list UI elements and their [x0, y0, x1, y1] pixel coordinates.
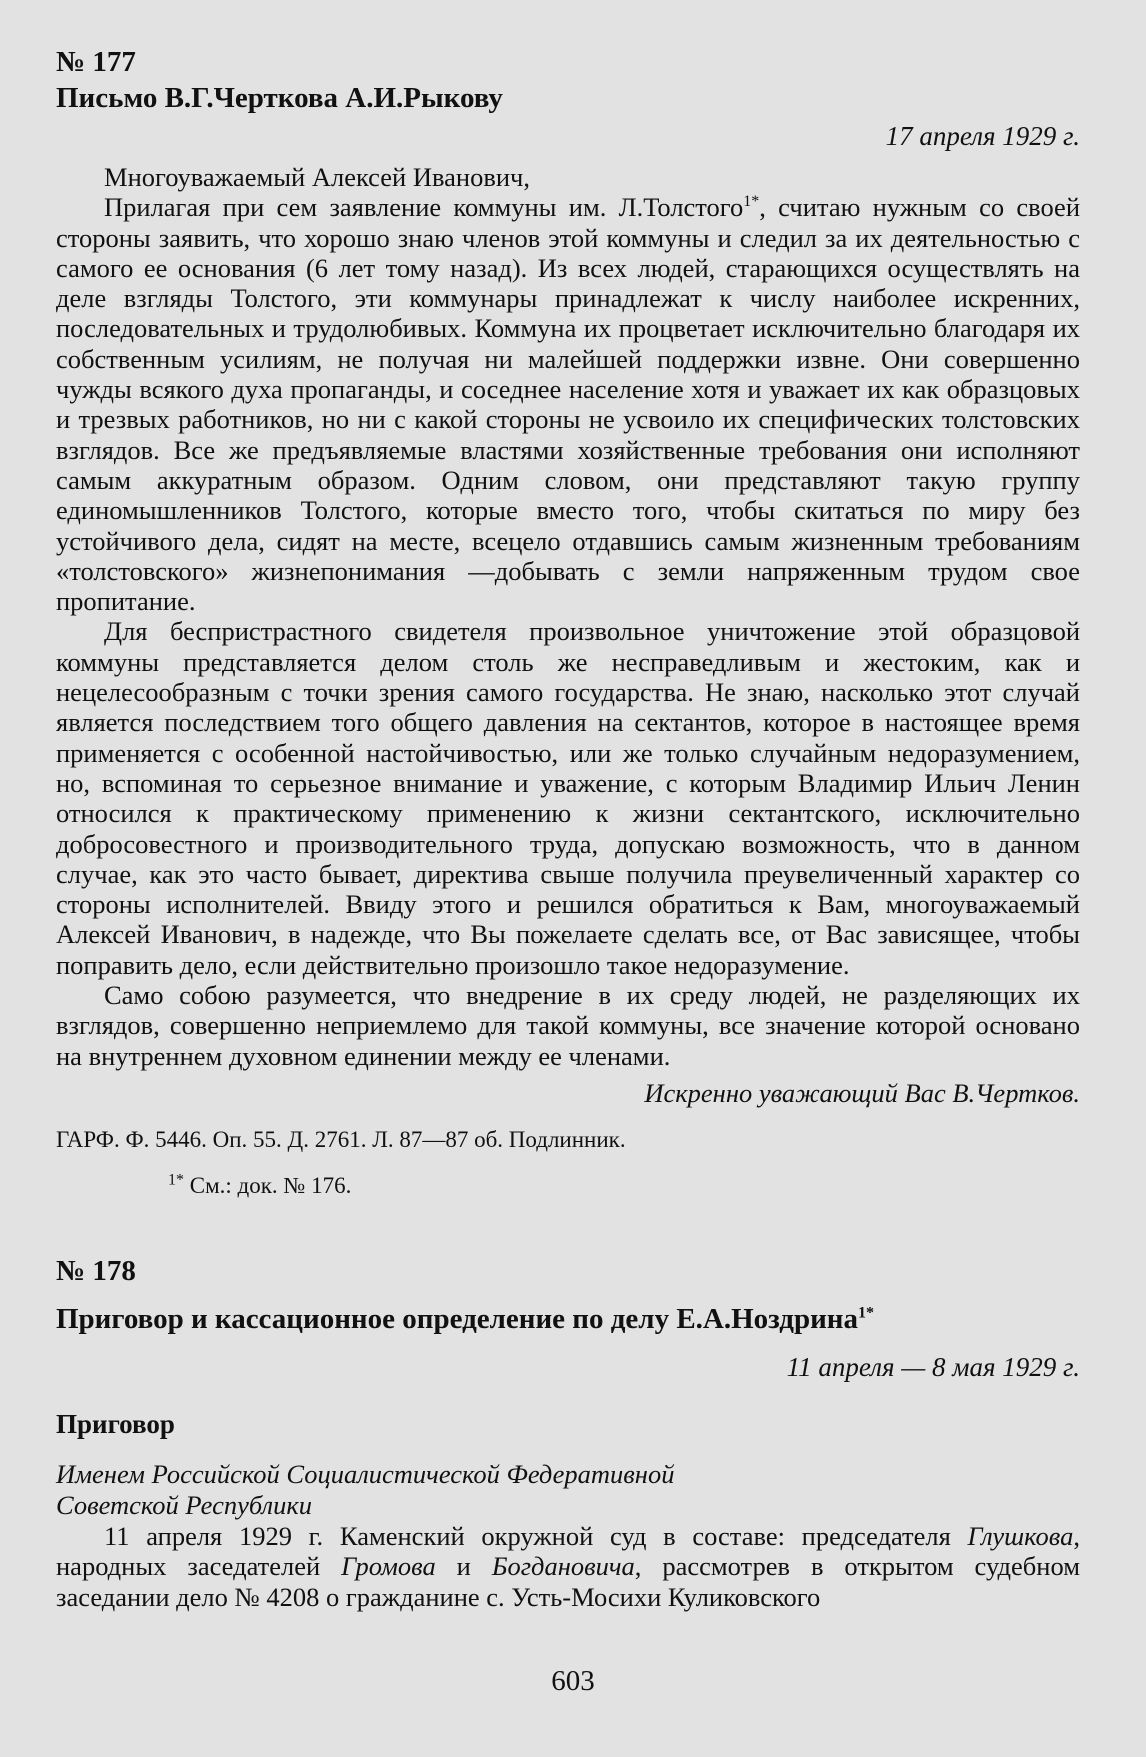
letter-paragraph-1-rest: , считаю нужным со своей стороны заявить, что хорошо знаю членов этой коммуны и следил за их деятельностью с самого ее основания (6 лет тому назад). Из всех людей, старающихся осуществлять на деле взгляды Толстого, эти коммунары принадлежат к числу наиболее искренних, последовательных и трудолюбивых. Коммуна их процветает исключительно благодаря их собственным усилиям, не получая ни малейшей поддержки извне. Они совершенно чужды всякого духа пропаганды, и соседнее население хотя и уважает их как образцовых и трезвых работников, но ни с какой стороны не усвоило их специфических толстовских взглядов. Все же предъявляемые властями хозяйственные требования они исполняют самым аккуратным образом. Одним словом, они представляют такую группу единомышленников Толстого, которые вместо того, чтобы скитаться по миру без устойчивого дела, сидят на месте, всецело отдавшись самым жизненным требованиям «толстовского» жизнепонимания —добывать с земли напряженным трудом свое пропитание.	[56, 192, 1081, 617]
verdict-preamble	[56, 1459, 1080, 1521]
verdict-paragraph-1	[56, 1521, 1080, 1612]
letter-paragraph-1	[56, 192, 1080, 616]
footnote-text: См.: док. № 176.	[184, 1172, 352, 1198]
archive-source-reference: ГАРФ. Ф. 5446. Оп. 55. Д. 2761. Л. 87—87 об. Подлинник.	[56, 1126, 626, 1152]
document-number-177: № 177	[56, 46, 136, 78]
footnote	[168, 1171, 1080, 1201]
footnote-mark: 1*	[168, 1171, 184, 1189]
document-date-177: 17 апреля 1929 г.	[885, 121, 1080, 151]
letter-paragraph-1-start: Прилагая при сем заявление коммуны им. Л.Толстого	[104, 192, 744, 223]
letter-salutation: Многоуважаемый Алексей Иванович,	[104, 162, 530, 192]
letter-paragraph-3: Само собою разумеется, что внедрение в их среду людей, не разделяющих их взглядов, совершенно неприемлемо для такой коммуны, все значение которой основано на внутреннем духовном единении между ее членами.	[56, 980, 1080, 1071]
verdict-text-2: , народных заседателей	[56, 1520, 1080, 1582]
verdict-preamble-line-2: Советской Республики	[56, 1489, 312, 1520]
assessor-name-2: Богдановича	[491, 1551, 635, 1582]
verdict-text-start: 11 апреля 1929 г. Каменский окружной суд в составе: председателя	[104, 1520, 968, 1551]
assessor-name-1: Громова	[341, 1551, 436, 1582]
letter-signature: Искренно уважающий Вас В.Чертков.	[644, 1077, 1080, 1108]
document-date-178: 11 апреля — 8 мая 1929 г.	[786, 1351, 1080, 1382]
document-title-177: Письмо В.Г.Черткова А.И.Рыкову	[56, 82, 503, 114]
verdict-text-and: и	[435, 1551, 492, 1582]
title-footnote-reference: 1*	[858, 1304, 875, 1322]
verdict-preamble-line-1: Именем Российской Социалистической Федеративной	[56, 1458, 675, 1489]
page-number: 603	[551, 1665, 595, 1697]
letter-paragraph-2: Для беспристрастного свидетеля произвольное уничтожение этой образцовой коммуны представляется делом столь же несправедливым и жестоким, как и нецелесообразным с точки зрения самого государства. Не знаю, насколько этот случай является последствием того общего давления на сектантов, которое в настоящее время применяется с особенной настойчивостью, или же только случайным недоразумением, но, вспоминая то серьезное внимание и уважение, с которым Владимир Ильич Ленин относился к практическому применению к жизни сектантского, исключительно добросовестного и производительного труда, допускаю возможность, что в данном случае, как это часто бывает, директива свыше получила преувеличенный характер со стороны исполнителей. Ввиду этого и решился обратиться к Вам, многоуважаемый Алексей Иванович, в надежде, что Вы пожелаете сделать все, от Вас зависящее, чтобы поправить дело, если действительно произошло такое недоразумение.	[56, 616, 1080, 980]
footnote-reference: 1*	[743, 193, 760, 211]
verdict-text-end: , рассмотрев в открытом судебном заседании дело № 4208 о гражданине с. Усть-Мосихи Куликовского	[56, 1551, 1080, 1612]
document-title-178-text: Приговор и кассационное определение по делу Е.А.Ноздрина	[56, 1302, 859, 1335]
verdict-heading: Приговор	[56, 1408, 175, 1439]
document-number-178: № 178	[56, 1254, 136, 1287]
document-title-178	[56, 1301, 1080, 1337]
section-spacer	[56, 1201, 1080, 1253]
judge-name: Глушкова	[967, 1520, 1074, 1551]
page-content	[56, 44, 1080, 1612]
